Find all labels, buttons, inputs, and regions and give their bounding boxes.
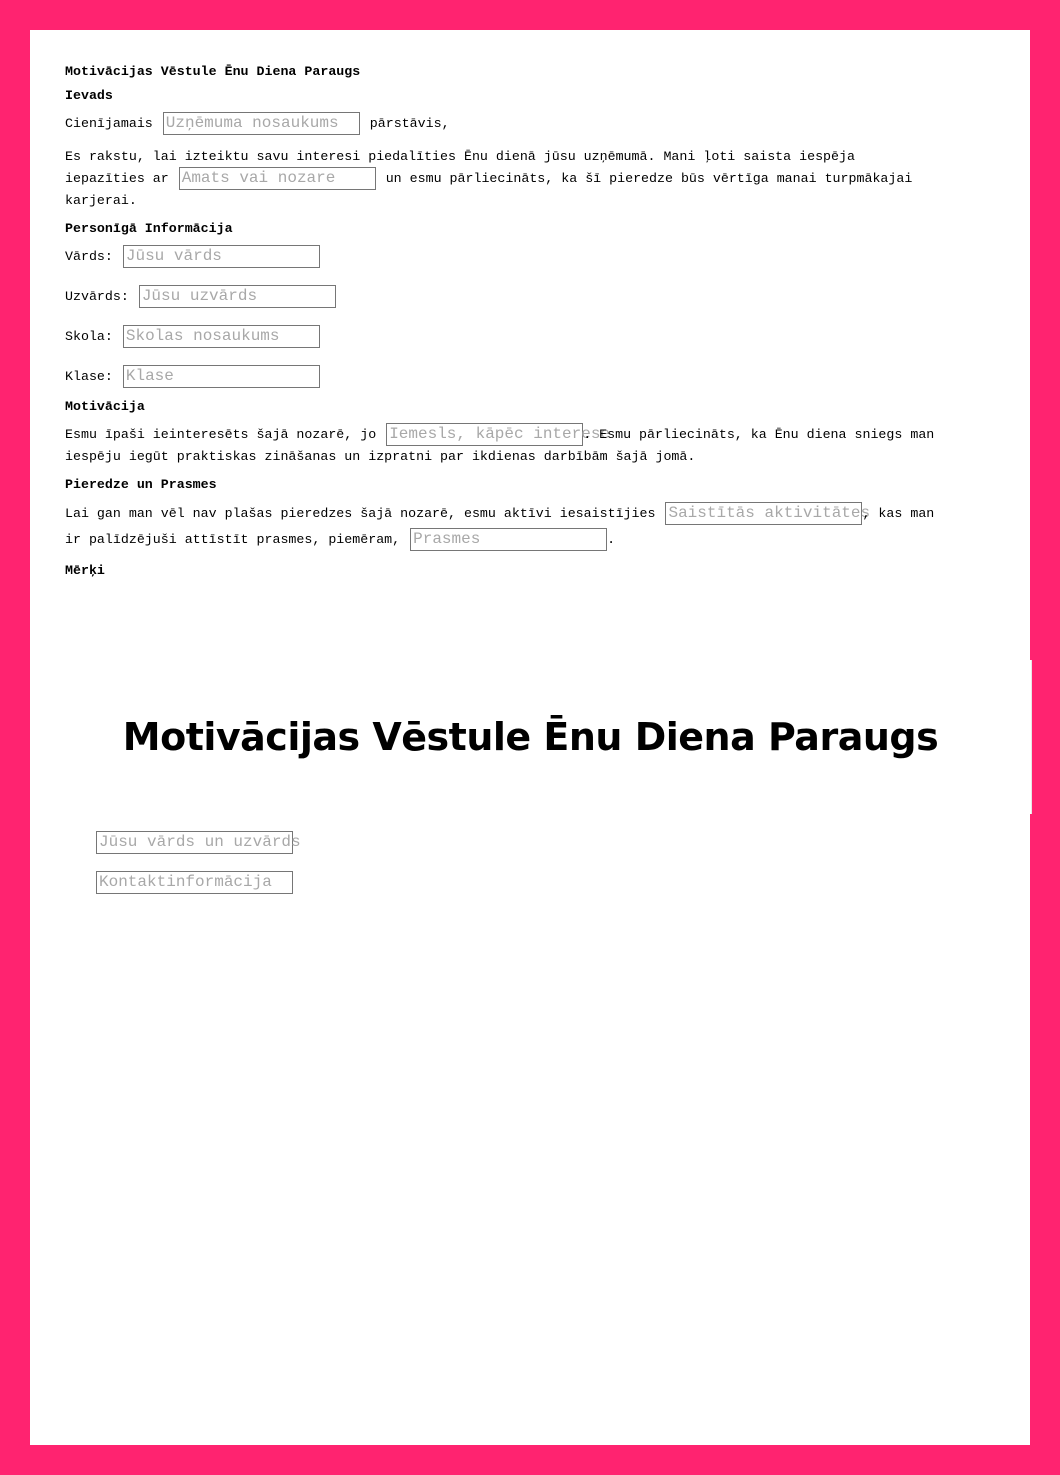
activities-input[interactable]: Saistītās aktivitātes bbox=[665, 502, 862, 525]
school-row bbox=[65, 325, 935, 349]
skills-input[interactable]: Prasmes bbox=[410, 528, 607, 551]
goals-heading: Mērķi bbox=[65, 563, 105, 579]
experience-text-2: , kas man ir palīdzējuši attīstīt prasmes, piemēram, bbox=[65, 506, 935, 548]
experience-text-1: Lai gan man vēl nav plašas pieredzes šajā nozarē, esmu aktīvi iesaistījies bbox=[65, 506, 656, 522]
first-name-label: Vārds: bbox=[65, 249, 113, 265]
last-name-input[interactable]: Jūsu uzvārds bbox=[139, 285, 336, 308]
school-label: Skola: bbox=[65, 329, 113, 345]
last-name-row bbox=[65, 285, 935, 309]
grade-label: Klase: bbox=[65, 369, 113, 385]
letter-content bbox=[65, 64, 935, 587]
intro-text-1: Es rakstu, lai izteiktu savu interesi piedalīties Ēnu dienā jūsu uzņēmumā. Mani ļoti saista iespēja iepazīties ar bbox=[65, 149, 855, 187]
full-name-input[interactable]: Jūsu vārds un uzvārds bbox=[96, 831, 293, 854]
grade-input[interactable]: Klase bbox=[123, 365, 320, 388]
contact-info-input[interactable]: Kontaktinformācija bbox=[96, 871, 293, 894]
position-input[interactable]: Amats vai nozare bbox=[179, 167, 376, 190]
company-name-input[interactable]: Uzņēmuma nosaukums bbox=[163, 112, 360, 135]
experience-heading: Pieredze un Prasmes bbox=[65, 477, 217, 493]
motivation-heading: Motivācija bbox=[65, 399, 145, 415]
intro-heading: Ievads bbox=[65, 88, 113, 103]
motivation-text-2: . Esmu pārliecināts, ka Ēnu diena sniegs man iespēju iegūt praktiskas zināšanas un izpratni par ikdienas darbībām šajā jomā. bbox=[65, 427, 935, 465]
banner-title: Motivācijas Vēstule Ēnu Diena Paraugs bbox=[122, 715, 939, 759]
first-name-row bbox=[65, 245, 935, 269]
salutation bbox=[65, 112, 935, 136]
last-name-label: Uzvārds: bbox=[65, 289, 129, 305]
salutation-prefix: Cienījamais bbox=[65, 116, 153, 132]
experience-paragraph bbox=[65, 501, 935, 553]
first-name-input[interactable]: Jūsu vārds bbox=[123, 245, 320, 268]
salutation-suffix: pārstāvis, bbox=[369, 116, 450, 132]
signature-block bbox=[96, 831, 301, 894]
grade-row bbox=[65, 365, 935, 389]
intro-text-2: un esmu pārliecināts, ka šī pieredze būs vērtīga manai turpmākajai karjerai. bbox=[65, 171, 913, 209]
motivation-text-1: Esmu īpaši ieinteresēts šajā nozarē, jo bbox=[65, 427, 377, 443]
intro-paragraph bbox=[65, 146, 935, 211]
experience-text-3: . bbox=[607, 532, 616, 548]
reason-input[interactable]: Iemesls, kāpēc interese bbox=[386, 423, 583, 446]
title-banner bbox=[30, 660, 1032, 814]
motivation-paragraph bbox=[65, 423, 935, 467]
personal-info-heading: Personīgā Informācija bbox=[65, 221, 233, 237]
document-title: Motivācijas Vēstule Ēnu Diena Paraugs bbox=[65, 64, 361, 79]
school-input[interactable]: Skolas nosaukums bbox=[123, 325, 320, 348]
